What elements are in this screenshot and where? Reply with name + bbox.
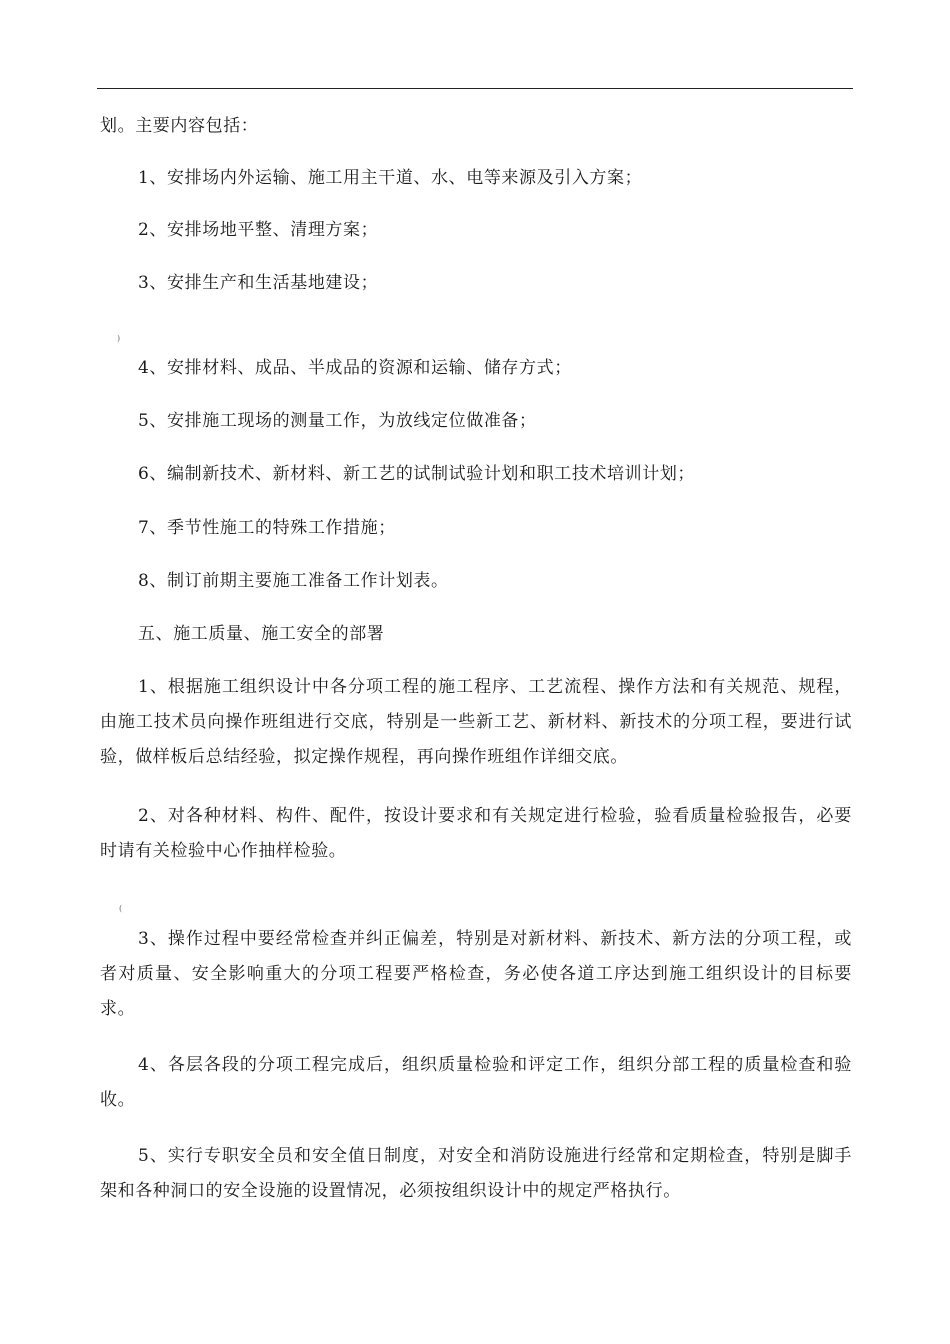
stray-mark: ): [117, 334, 121, 343]
paragraph-4: 4、各层各段的分项工程完成后，组织质量检验和评定工作，组织分部工程的质量检查和验收。: [100, 1055, 852, 1110]
paragraph-3: 3、操作过程中要经常检查并纠正偏差，特别是对新材料、新技术、新方法的分项工程，或者对质量、安全影响重大的分项工程要严格检查，务必使各道工序达到施工组织设计的目标要求。: [100, 929, 852, 1019]
list-item-1: 1、安排场内外运输、施工用主干道、水、电等来源及引入方案；: [138, 168, 643, 188]
list-item-8: 8、制订前期主要施工准备工作计划表。: [138, 571, 449, 591]
section-heading: 五、施工质量、施工安全的部署: [138, 624, 385, 644]
list-item-5: 5、安排施工现场的测量工作，为放线定位做准备；: [138, 411, 537, 431]
lead-text: 划。主要内容包括：: [100, 116, 259, 136]
paragraph-1: 1、根据施工组织设计中各分项工程的施工程序、工艺流程、操作方法和有关规范、规程，由施工技术员向操作班组进行交底，特别是一些新工艺、新材料、新技术的分项工程，要进行试验，做样板后总结经验，拟定操作规程，再向操作班组作详细交底。: [100, 677, 852, 767]
list-item-4: 4、安排材料、成品、半成品的资源和运输、储存方式；: [138, 358, 572, 378]
header-rule: [97, 88, 853, 89]
list-item-3: 3、安排生产和生活基地建设；: [138, 273, 379, 293]
list-item-7: 7、季节性施工的特殊工作措施；: [138, 518, 396, 538]
list-item-2: 2、安排场地平整、清理方案；: [138, 220, 379, 240]
stray-mark: (: [119, 904, 123, 913]
list-item-6: 6、编制新技术、新材料、新工艺的试制试验计划和职工技术培训计划；: [138, 464, 696, 484]
paragraph-5: 5、实行专职安全员和安全值日制度，对安全和消防设施进行经常和定期检查，特别是脚手架和各种洞口的安全设施的设置情况，必须按组织设计中的规定严格执行。: [100, 1146, 852, 1201]
paragraph-2: 2、对各种材料、构件、配件，按设计要求和有关规定进行检验，验看质量检验报告，必要时请有关检验中心作抽样检验。: [100, 806, 852, 861]
